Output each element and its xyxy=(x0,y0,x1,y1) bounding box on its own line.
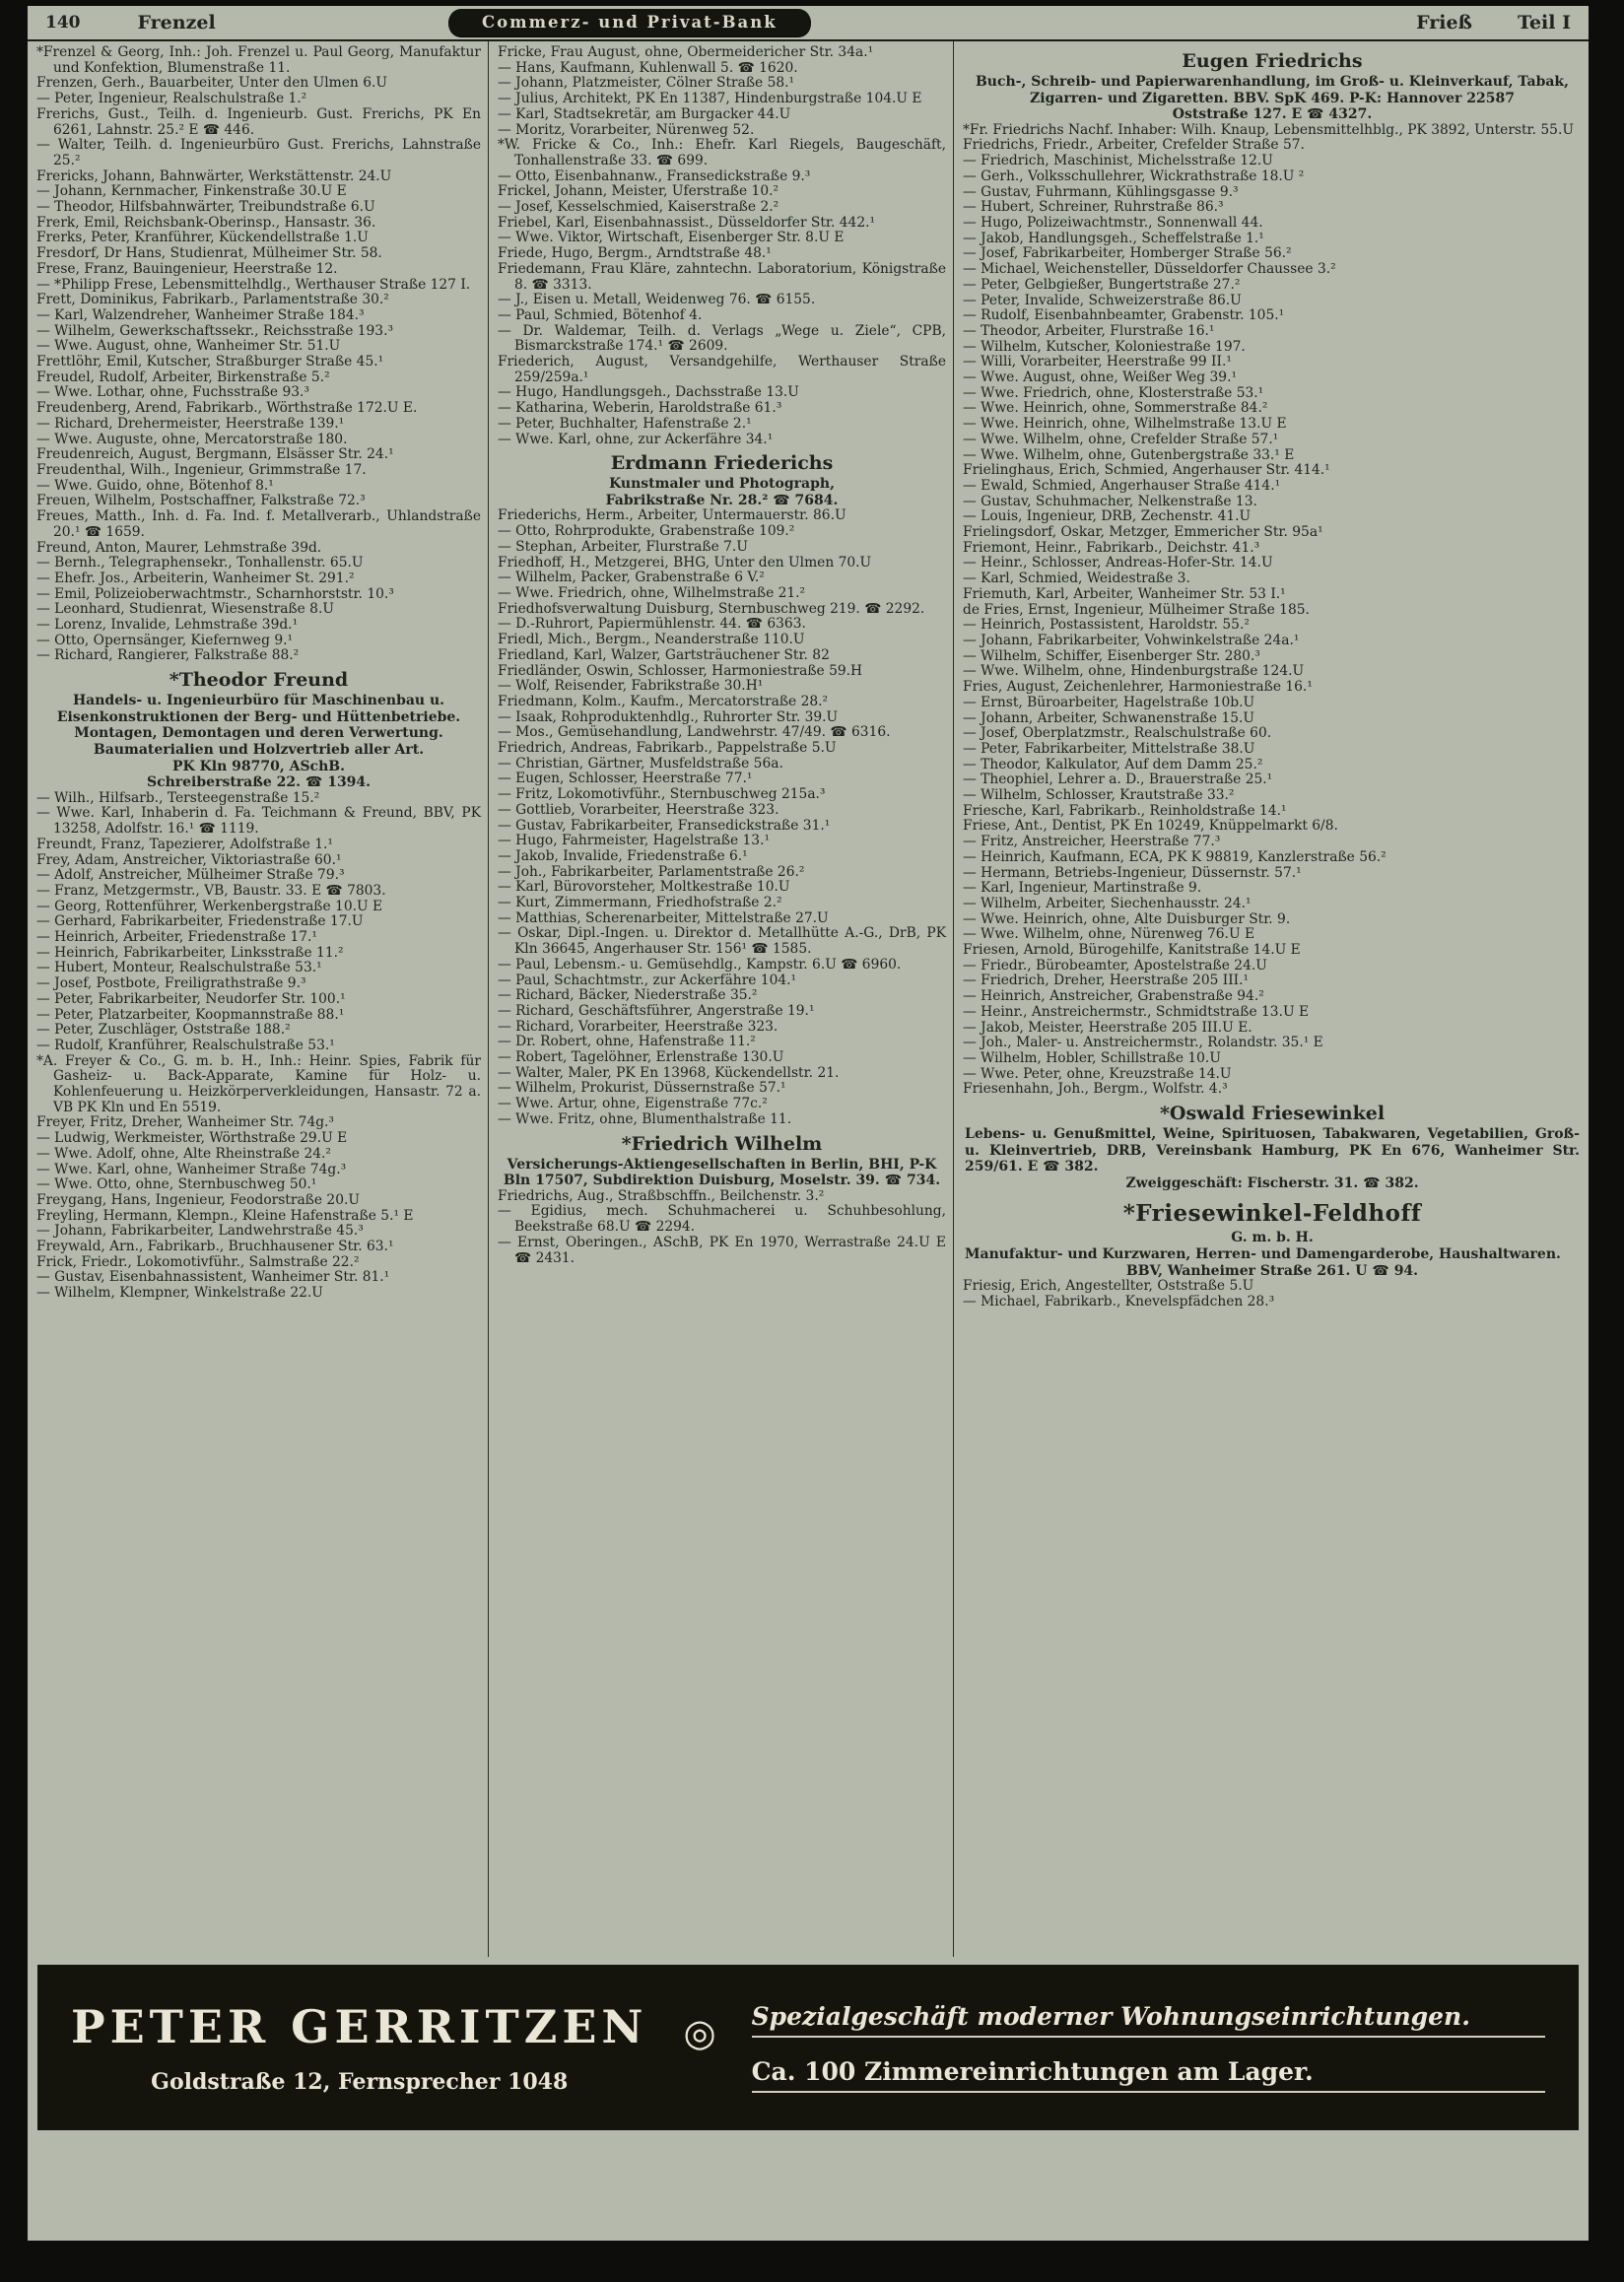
directory-entry: Freudenreich, August, Bergmann, Elsässer Str. 24.¹ xyxy=(36,446,394,463)
directory-entry: Friedemann, Frau Kläre, zahntechn. Laboratorium, Königstraße 8. ☎ 3313. xyxy=(498,260,946,293)
directory-entry: Friedrich, Andreas, Fabrikarb., Pappelstraße 5.U xyxy=(498,740,837,757)
directory-entry: — Lorenz, Invalide, Lehmstraße 39d.¹ xyxy=(36,617,299,634)
directory-entry: — Karl, Ingenieur, Martinstraße 9. xyxy=(963,880,1202,897)
directory-entry: — Wwe. Otto, ohne, Sternbuschweg 50.¹ xyxy=(36,1176,317,1193)
directory-entry: Friedländer, Oswin, Schlosser, Harmoniestraße 59.H xyxy=(498,662,863,679)
directory-entry: — Wwe. Heinrich, ohne, Wilhelmstraße 13.U E xyxy=(963,416,1287,433)
directory-entry: — Michael, Fabrikarb., Knevelspfädchen 28.³ xyxy=(963,1293,1275,1309)
directory-entry: — Richard, Drehermeister, Heerstraße 139.¹ xyxy=(36,415,345,432)
directory-entry: — Wwe. Viktor, Wirtschaft, Eisenberger Str. 8.U E xyxy=(498,230,845,246)
directory-entry: — Theodor, Hilfsbahnwärter, Treibundstraße 6.U xyxy=(36,199,375,216)
directory-column-1 xyxy=(28,41,489,1957)
directory-entry: — Wilhelm, Schlosser, Krautstraße 33.² xyxy=(963,787,1235,804)
directory-bold-text: Lebens- u. Genußmittel, Weine, Spirituosen, Tabakwaren, Vegetabilien, Groß- u. Kleinvertrieb, DRB, Vereinsbank Hamburg, PK En 676, Wanheimer Str. 259/61. E ☎ 382. xyxy=(965,1126,1580,1175)
directory-column-3 xyxy=(954,41,1589,1957)
directory-entry: — *Philipp Frese, Lebensmittelhdlg., Werthauser Straße 127 I. xyxy=(36,276,471,293)
directory-entry: — Peter, Fabrikarbeiter, Mittelstraße 38.U xyxy=(963,740,1255,757)
directory-entry: Friese, Ant., Dentist, PK En 10249, Knüppelmarkt 6/8. xyxy=(963,818,1338,835)
directory-entry: — Wwe. Karl, ohne, Wanheimer Straße 74g.³ xyxy=(36,1161,347,1177)
directory-entry: Freyer, Fritz, Dreher, Wanheimer Str. 74g.³ xyxy=(36,1114,334,1131)
directory-entry: — Gustav, Fuhrmann, Kühlingsgasse 9.³ xyxy=(963,183,1239,200)
directory-entry: — Heinr., Anstreichermstr., Schmidtstraße 13.U E xyxy=(963,1003,1310,1020)
directory-entry: Frericks, Johann, Bahnwärter, Werkstättenstr. 24.U xyxy=(36,168,392,184)
directory-entry: Frettlöhr, Emil, Kutscher, Straßburger Straße 45.¹ xyxy=(36,354,384,370)
directory-entry: — Friedrich, Dreher, Heerstraße 205 III.¹ xyxy=(963,973,1250,989)
directory-entry: *Fr. Friedrichs Nachf. Inhaber: Wilh. Knaup, Lebensmittelhblg., PK 3892, Unterstr. 55.U xyxy=(963,121,1574,138)
directory-entry: Fries, August, Zeichenlehrer, Harmoniestraße 16.¹ xyxy=(963,679,1313,696)
directory-entry: — Wwe. August, ohne, Weißer Weg 39.¹ xyxy=(963,369,1237,386)
directory-entry: Friesenhahn, Joh., Bergm., Wolfstr. 4.³ xyxy=(963,1081,1228,1098)
directory-entry: — Hugo, Polizeiwachtmstr., Sonnenwall 44. xyxy=(963,215,1263,231)
directory-entry: — Hermann, Betriebs-Ingenieur, Düssernstr. 57.¹ xyxy=(963,864,1302,881)
paper xyxy=(28,6,1589,2241)
directory-bold-text: Baumaterialien und Holzvertrieb aller Art. xyxy=(93,741,425,758)
directory-entry: *Frenzel & Georg, Inh.: Joh. Frenzel u. Paul Georg, Manufaktur und Konfektion, Blumenstraße 11. xyxy=(36,44,481,76)
directory-entry: — Wilhelm, Packer, Grabenstraße 6 V.² xyxy=(498,570,765,586)
directory-entry: — Johann, Arbeiter, Schwanenstraße 15.U xyxy=(963,709,1255,726)
directory-entry: Friesche, Karl, Fabrikarb., Reinholdstraße 14.¹ xyxy=(963,802,1287,819)
directory-entry: — Leonhard, Studienrat, Wiesenstraße 8.U xyxy=(36,601,334,618)
directory-entry: — Johann, Kernmacher, Finkenstraße 30.U E xyxy=(36,183,347,200)
directory-entry: — Friedr., Bürobeamter, Apostelstraße 24.U xyxy=(963,957,1267,973)
directory-entry: — Wwe. Karl, Inhaberin d. Fa. Teichmann & Freund, BBV, PK 13258, Adolfstr. 16.¹ ☎ 1119. xyxy=(36,805,481,838)
directory-entry: — Hubert, Schreiner, Ruhrstraße 86.³ xyxy=(963,199,1224,216)
directory-entry: — Willi, Vorarbeiter, Heerstraße 99 II.¹ xyxy=(963,354,1232,370)
directory-entry: Frey, Adam, Anstreicher, Viktoriastraße 60.¹ xyxy=(36,851,342,868)
directory-entry: — Theodor, Kalkulator, Auf dem Damm 25.² xyxy=(963,756,1263,772)
directory-entry: Freywald, Arn., Fabrikarb., Bruchhausener Str. 63.¹ xyxy=(36,1239,394,1255)
directory-entry: — Christian, Gärtner, Musfeldstraße 56a. xyxy=(498,755,783,772)
directory-entry: — Peter, Invalide, Schweizerstraße 86.U xyxy=(963,292,1242,308)
ad-slogan-line-1: Spezialgeschäft moderner Wohnungseinrichtungen. xyxy=(752,2002,1545,2038)
directory-column-2 xyxy=(489,41,954,1957)
directory-bold-text: Zweiggeschäft: Fischerstr. 31. ☎ 382. xyxy=(1125,1175,1419,1191)
directory-entry: Friesen, Arnold, Bürogehilfe, Kanitstraße 14.U E xyxy=(963,942,1301,959)
directory-entry: Freues, Matth., Inh. d. Fa. Ind. f. Metallverarb., Uhlandstraße 20.¹ ☎ 1659. xyxy=(36,508,481,540)
directory-entry: — Wwe. Lothar, ohne, Fuchsstraße 93.³ xyxy=(36,384,309,401)
directory-entry: Friedland, Karl, Walzer, Gartsträuchener Str. 82 xyxy=(498,646,830,663)
directory-entry: — Richard, Rangierer, Falkstraße 88.² xyxy=(36,647,300,664)
directory-entry: — Heinrich, Arbeiter, Friedenstraße 17.¹ xyxy=(36,929,317,946)
advertiser-address: Goldstraße 12, Fernsprecher 1048 xyxy=(151,2069,569,2095)
directory-bold-text: Buch-, Schreib- und Papierwarenhandlung, im Groß- u. Kleinverkauf, Tabak, Zigarren- und Zigaretten. BBV. SpK 469. P-K: Hannover 22587 xyxy=(975,74,1570,106)
directory-heading: Eugen Friedrichs xyxy=(1182,50,1363,72)
directory-entry: — Emil, Polizeioberwachtmstr., Scharnhorststr. 10.³ xyxy=(36,585,394,602)
directory-entry: — Wwe. Wilhelm, ohne, Crefelder Straße 57.¹ xyxy=(963,431,1279,447)
directory-bold-text: Fabrikstraße Nr. 28.² ☎ 7684. xyxy=(605,492,839,508)
directory-entry: Fricke, Frau August, ohne, Obermeidericher Str. 34a.¹ xyxy=(498,44,874,60)
directory-entry: — Gerh., Volksschullehrer, Wickrathstraße 18.U ² xyxy=(963,168,1305,184)
directory-entry: — Wwe. Peter, ohne, Kreuzstraße 14.U xyxy=(963,1065,1232,1082)
directory-entry: Friesig, Erich, Angestellter, Oststraße 5.U xyxy=(963,1278,1254,1295)
directory-bold-text: Oststraße 127. E ☎ 4327. xyxy=(1172,106,1373,123)
directory-entry: Frerks, Peter, Kranführer, Kückendellstraße 1.U xyxy=(36,230,369,246)
directory-entry: — Rudolf, Eisenbahnbeamter, Grabenstr. 105.¹ xyxy=(963,307,1285,324)
directory-bold-text: BBV, Wanheimer Straße 261. U ☎ 94. xyxy=(1125,1262,1419,1279)
directory-entry: — Kurt, Zimmermann, Friedhofstraße 2.² xyxy=(498,895,782,911)
directory-bold-text: Kunstmaler und Photograph, xyxy=(609,476,835,493)
directory-entry: — Mos., Gemüsehandlung, Landwehrstr. 47/49. ☎ 6316. xyxy=(498,724,891,741)
directory-entry: — Georg, Rottenführer, Werkenbergstraße 10.U E xyxy=(36,898,383,914)
directory-entry: — Otto, Rohrprodukte, Grabenstraße 109.² xyxy=(498,523,795,540)
directory-entry: — Josef, Fabrikarbeiter, Homberger Straße 56.² xyxy=(963,245,1292,262)
directory-entry: Friemuth, Karl, Arbeiter, Wanheimer Str. 53 I.¹ xyxy=(963,585,1286,602)
directory-entry: — Peter, Gelbgießer, Bungertstraße 27.² xyxy=(963,276,1241,293)
directory-entry: — Heinr., Schlosser, Andreas-Hofer-Str. 14.U xyxy=(963,555,1273,571)
directory-entry: — Ludwig, Werkmeister, Wörthstraße 29.U E xyxy=(36,1130,348,1147)
directory-entry: — Wwe. Artur, ohne, Eigenstraße 77c.² xyxy=(498,1096,768,1112)
directory-entry: — Walter, Maler, PK En 13968, Kückendellstr. 21. xyxy=(498,1064,840,1081)
directory-entry: — Richard, Bäcker, Niederstraße 35.² xyxy=(498,987,758,1004)
directory-entry: — Karl, Walzendreher, Wanheimer Straße 184.³ xyxy=(36,306,365,323)
directory-entry: — Matthias, Scherenarbeiter, Mittelstraße 27.U xyxy=(498,909,829,926)
directory-entry: — Fritz, Anstreicher, Heerstraße 77.³ xyxy=(963,834,1221,850)
directory-entry: Freundt, Franz, Tapezierer, Adolfstraße 1.¹ xyxy=(36,836,333,852)
directory-heading: *Oswald Friesewinkel xyxy=(1159,1103,1386,1125)
directory-entry: — Hugo, Fahrmeister, Hagelstraße 13.¹ xyxy=(498,833,771,849)
directory-entry: — Wwe. Friedrich, ohne, Wilhelmstraße 21.² xyxy=(498,584,806,601)
directory-entry: Frerk, Emil, Reichsbank-Oberinsp., Hansastr. 36. xyxy=(36,214,376,231)
directory-entry: — Wwe. Heinrich, ohne, Sommerstraße 84.² xyxy=(963,400,1268,417)
ornament-icon: ◎ xyxy=(683,2011,716,2054)
directory-entry: — Hans, Kaufmann, Kuhlenwall 5. ☎ 1620. xyxy=(498,59,798,76)
directory-entry: — Heinrich, Anstreicher, Grabenstraße 94.² xyxy=(963,988,1264,1005)
directory-entry: — Peter, Platzarbeiter, Koopmannstraße 88.¹ xyxy=(36,1006,345,1023)
directory-entry: Freudenthal, Wilh., Ingenieur, Grimmstraße 17. xyxy=(36,461,367,478)
directory-entry: Frielinghaus, Erich, Schmied, Angerhauser Str. 414.¹ xyxy=(963,462,1330,479)
directory-entry: Frese, Franz, Bauingenieur, Heerstraße 12. xyxy=(36,260,338,277)
directory-entry: — Ehefr. Jos., Arbeiterin, Wanheimer St. 291.² xyxy=(36,570,355,586)
directory-entry: — Dr. Waldemar, Teilh. d. Verlags „Wege u. Ziele“, CPB, Bismarckstraße 174.¹ ☎ 2609. xyxy=(498,322,946,355)
directory-entry: — Jakob, Invalide, Friedenstraße 6.¹ xyxy=(498,847,748,864)
directory-entry: — Wwe. Adolf, ohne, Alte Rheinstraße 24.² xyxy=(36,1145,331,1162)
directory-entry: — Egidius, mech. Schuhmacherei u. Schuhbesohlung, Beekstraße 68.U ☎ 2294. xyxy=(498,1203,946,1236)
directory-entry: — Hugo, Handlungsgeh., Dachsstraße 13.U xyxy=(498,384,799,401)
page-number: 140 xyxy=(45,13,81,33)
directory-columns xyxy=(28,39,1589,1957)
directory-entry: — Wilhelm, Hobler, Schillstraße 10.U xyxy=(963,1049,1221,1066)
directory-entry: — Fritz, Lokomotivführ., Sternbuschweg 215a.³ xyxy=(498,786,826,803)
directory-bold-text: PK Kln 98770, ASchB. xyxy=(172,758,345,774)
directory-entry: — Paul, Schachtmstr., zur Ackerfähre 104.¹ xyxy=(498,972,797,988)
directory-entry: — Wwe. Guido, ohne, Bötenhof 8.¹ xyxy=(36,477,274,494)
directory-entry: — Stephan, Arbeiter, Flurstraße 7.U xyxy=(498,538,748,555)
directory-entry: — Gustav, Schuhmacher, Nelkenstraße 13. xyxy=(963,493,1257,509)
directory-entry: Friedmann, Kolm., Kaufm., Mercatorstraße 28.² xyxy=(498,693,829,709)
advertiser-block xyxy=(71,2000,647,2095)
directory-entry: *W. Fricke & Co., Inh.: Ehefr. Karl Riegels, Baugeschäft, Tonhallenstraße 33. ☎ 699. xyxy=(498,137,946,168)
directory-entry: — Karl, Schmied, Weidestraße 3. xyxy=(963,570,1190,587)
directory-entry: — Wwe. Heinrich, ohne, Alte Duisburger Str. 9. xyxy=(963,910,1291,927)
directory-entry: — Julius, Architekt, PK En 11387, Hindenburgstraße 104.U E xyxy=(498,91,922,107)
directory-bold-text: Versicherungs-Aktiengesellschaften in Berlin, BHI, P-K Bln 17507, Subdirektion Duisburg, Moselstr. 39. ☎ 734. xyxy=(503,1156,941,1189)
directory-entry: — Wwe. Friedrich, ohne, Klosterstraße 53.¹ xyxy=(963,384,1264,401)
bank-banner: Commerz- und Privat-Bank xyxy=(448,9,811,36)
directory-entry: — Johann, Fabrikarbeiter, Vohwinkelstraße 24a.¹ xyxy=(963,632,1300,648)
directory-entry: — Wwe. Wilhelm, ohne, Gutenbergstraße 33.¹ E xyxy=(963,446,1295,463)
directory-entry: Freygang, Hans, Ingenieur, Feodorstraße 20.U xyxy=(36,1191,361,1208)
directory-heading: Erdmann Friederichs xyxy=(610,452,834,475)
directory-entry: — Peter, Ingenieur, Realschulstraße 1.² xyxy=(36,91,307,107)
directory-entry: — Peter, Buchhalter, Hafenstraße 2.¹ xyxy=(498,415,752,432)
directory-entry: de Fries, Ernst, Ingenieur, Mülheimer Straße 185. xyxy=(963,601,1310,618)
directory-entry: — Dr. Robert, ohne, Hafenstraße 11.² xyxy=(498,1034,756,1050)
directory-entry: Freyling, Hermann, Klempn., Kleine Hafenstraße 5.¹ E xyxy=(36,1207,414,1224)
directory-entry: Friebel, Karl, Eisenbahnassist., Düsseldorfer Str. 442.¹ xyxy=(498,214,876,231)
directory-entry: — Heinrich, Postassistent, Haroldstr. 55.² xyxy=(963,617,1250,634)
directory-entry: — Wilhelm, Gewerkschaftssekr., Reichsstraße 193.³ xyxy=(36,322,393,339)
part-label: Teil I xyxy=(1518,12,1571,34)
directory-entry: — Joh., Maler- u. Anstreichermstr., Rolandstr. 35.¹ E xyxy=(963,1035,1323,1051)
directory-entry: — Theophiel, Lehrer a. D., Brauerstraße 25.¹ xyxy=(963,772,1273,788)
directory-entry: — Wilh., Hilfsarb., Tersteegenstraße 15.² xyxy=(36,789,320,806)
directory-entry: — Jakob, Handlungsgeh., Scheffelstraße 1.¹ xyxy=(963,230,1264,246)
catchword-left: Frenzel xyxy=(137,12,216,34)
directory-entry: Frickel, Johann, Meister, Uferstraße 10.² xyxy=(498,183,779,200)
directory-entry: — Josef, Postbote, Freiligrathstraße 9.³ xyxy=(36,975,306,992)
ad-slogans xyxy=(752,2002,1545,2093)
directory-entry: Freudel, Rudolf, Arbeiter, Birkenstraße 5.² xyxy=(36,369,330,385)
directory-entry: — Michael, Weichensteller, Düsseldorfer Chaussee 3.² xyxy=(963,261,1336,278)
directory-entry: — Walter, Teilh. d. Ingenieurbüro Gust. Frerichs, Lahnstraße 25.² xyxy=(36,137,481,168)
directory-entry: — Heinrich, Kaufmann, ECA, PK K 98819, Kanzlerstraße 56.² xyxy=(963,848,1387,865)
directory-bold-text: Handels- u. Ingenieurbüro für Maschinenbau u. Eisenkonstruktionen der Berg- und Hüttenbetriebe. Montagen, Demontagen und deren Verwertung. xyxy=(56,693,461,742)
directory-entry: — Ernst, Oberingen., ASchB, PK En 1970, Werrastraße 24.U E ☎ 2431. xyxy=(498,1234,946,1266)
directory-bold-text: G. m. b. H. xyxy=(1231,1230,1314,1246)
advertiser-name: PETER GERRITZEN xyxy=(71,2000,648,2053)
catchword-right: Frieß xyxy=(1416,12,1472,34)
directory-entry: — Wilhelm, Kutscher, Koloniestraße 197. xyxy=(963,338,1246,355)
directory-entry: — Jakob, Meister, Heerstraße 205 III.U E. xyxy=(963,1019,1252,1036)
directory-entry: Friedhofsverwaltung Duisburg, Sternbuschweg 219. ☎ 2292. xyxy=(498,600,925,617)
directory-entry: — Heinrich, Fabrikarbeiter, Linksstraße 11.² xyxy=(36,944,344,961)
directory-entry: — Theodor, Arbeiter, Flurstraße 16.¹ xyxy=(963,322,1215,339)
directory-heading: *Friesewinkel-Feldhoff xyxy=(1122,1200,1422,1228)
directory-entry: — Paul, Schmied, Bötenhof 4. xyxy=(498,306,703,323)
directory-entry: — Wilhelm, Klempner, Winkelstraße 22.U xyxy=(36,1285,323,1302)
directory-entry: — Gerhard, Fabrikarbeiter, Friedenstraße 17.U xyxy=(36,913,364,930)
directory-entry: — Peter, Zuschläger, Oststraße 188.² xyxy=(36,1022,291,1039)
directory-entry: — Isaak, Rohproduktenhdlg., Ruhrorter Str. 39.U xyxy=(498,708,839,725)
directory-entry: — Peter, Fabrikarbeiter, Neudorfer Str. 100.¹ xyxy=(36,990,346,1007)
directory-entry: Freund, Anton, Maurer, Lehmstraße 39d. xyxy=(36,539,322,556)
directory-entry: Friedhoff, H., Metzgerei, BHG, Unter den Ulmen 70.U xyxy=(498,554,872,570)
directory-entry: *A. Freyer & Co., G. m. b. H., Inh.: Heinr. Spies, Fabrik für Gasheiz- u. Back-Apparate, Kamine für Holz- u. Kohlenfeuerung u. Heizkörperverkleidungen, Hansastr. 72 a. VB PK Kln und En 5519. xyxy=(36,1052,481,1115)
directory-entry: — Wwe. Fritz, ohne, Blumenthalstraße 11. xyxy=(498,1110,792,1127)
directory-entry: — Paul, Lebensm.- u. Gemüsehdlg., Kampstr. 6.U ☎ 6960. xyxy=(498,956,902,973)
directory-entry: — Gustav, Eisenbahnassistent, Wanheimer Str. 81.¹ xyxy=(36,1269,390,1286)
directory-entry: — Rudolf, Kranführer, Realschulstraße 53.¹ xyxy=(36,1037,335,1053)
directory-entry: — Robert, Tagelöhner, Erlenstraße 130.U xyxy=(498,1049,784,1066)
directory-entry: — Eugen, Schlosser, Heerstraße 77.¹ xyxy=(498,771,753,787)
directory-entry: — Otto, Opernsänger, Kiefernweg 9.¹ xyxy=(36,632,294,648)
directory-entry: Frerichs, Gust., Teilh. d. Ingenieurb. Gust. Frerichs, PK En 6261, Lahnstr. 25.² E ☎ 446. xyxy=(36,105,481,138)
directory-entry: Frenzen, Gerh., Bauarbeiter, Unter den Ulmen 6.U xyxy=(36,75,387,92)
directory-entry: Frick, Friedr., Lokomotivführ., Salmstraße 22.² xyxy=(36,1253,360,1270)
directory-entry: — Wwe. Wilhelm, ohne, Nürenweg 76.U E xyxy=(963,926,1255,943)
page-header xyxy=(28,6,1589,39)
directory-entry: — Wolf, Reisender, Fabrikstraße 30.H¹ xyxy=(498,678,764,695)
directory-entry: — Johann, Fabrikarbeiter, Landwehrstraße 45.³ xyxy=(36,1223,364,1240)
directory-entry: Freudenberg, Arend, Fabrikarb., Wörthstraße 172.U E. xyxy=(36,400,418,417)
directory-entry: — Richard, Vorarbeiter, Heerstraße 323. xyxy=(498,1018,778,1035)
directory-heading: *Theodor Freund xyxy=(169,669,349,692)
directory-entry: — Wwe. August, ohne, Wanheimer Str. 51.U xyxy=(36,338,341,355)
directory-entry: — Wwe. Wilhelm, ohne, Hindenburgstraße 124.U xyxy=(963,663,1305,680)
directory-entry: — Oskar, Dipl.-Ingen. u. Direktor d. Metallhütte A.-G., DrB, PK Kln 36645, Angerhauser Str. 156¹ ☎ 1585. xyxy=(498,925,946,958)
directory-entry: Frett, Dominikus, Fabrikarb., Parlamentstraße 30.² xyxy=(36,292,389,308)
directory-entry: — Louis, Ingenieur, DRB, Zechenstr. 41.U xyxy=(963,508,1252,525)
directory-entry: — Moritz, Vorarbeiter, Nürenweg 52. xyxy=(498,121,755,138)
directory-entry: — Karl, Bürovorsteher, Moltkestraße 10.U xyxy=(498,879,790,896)
directory-entry: — Ernst, Büroarbeiter, Hagelstraße 10b.U xyxy=(963,694,1255,710)
directory-entry: — Wwe. Auguste, ohne, Mercatorstraße 180. xyxy=(36,431,348,447)
ad-slogan-line-2: Ca. 100 Zimmereinrichtungen am Lager. xyxy=(752,2057,1545,2093)
directory-entry: Friede, Hugo, Bergm., Arndtstraße 48.¹ xyxy=(498,245,772,262)
directory-entry: — J., Eisen u. Metall, Weidenweg 76. ☎ 6155. xyxy=(498,292,816,308)
directory-entry: Friemont, Heinr., Fabrikarb., Deichstr. 41.³ xyxy=(963,539,1260,556)
directory-bold-text: Schreiberstraße 22. ☎ 1394. xyxy=(146,774,372,791)
directory-entry: — Josef, Kesselschmied, Kaiserstraße 2.² xyxy=(498,199,779,216)
directory-entry: Friederichs, Herm., Arbeiter, Untermauerstr. 86.U xyxy=(498,507,846,524)
directory-entry: — Josef, Oberplatzmstr., Realschulstraße 60. xyxy=(963,725,1272,742)
directory-entry: — Karl, Stadtsekretär, am Burgacker 44.U xyxy=(498,105,791,122)
directory-entry: — Wilhelm, Arbeiter, Siechenhausstr. 24.¹ xyxy=(963,895,1252,911)
directory-entry: — Otto, Eisenbahnanw., Fransedickstraße 9.³ xyxy=(498,168,811,184)
directory-entry: — Wwe. Karl, ohne, zur Ackerfähre 34.¹ xyxy=(498,431,774,447)
directory-entry: — Adolf, Anstreicher, Mülheimer Straße 79.³ xyxy=(36,867,345,884)
directory-entry: — Wilhelm, Prokurist, Düssernstraße 57.¹ xyxy=(498,1080,786,1097)
directory-entry: — Friedrich, Maschinist, Michelsstraße 12.U xyxy=(963,153,1273,169)
directory-bold-text: Manufaktur- und Kurzwaren, Herren- und Damengarderobe, Haushaltwaren. xyxy=(965,1246,1561,1263)
directory-entry: — Richard, Geschäftsführer, Angerstraße 19.¹ xyxy=(498,1002,815,1019)
directory-entry: — Franz, Metzgermstr., VB, Baustr. 33. E ☎ 7803. xyxy=(36,882,386,899)
directory-entry: Friederich, August, Versandgehilfe, Werthauser Straße 259/259a.¹ xyxy=(498,354,946,385)
directory-entry: — Gustav, Fabrikarbeiter, Fransedickstraße 31.¹ xyxy=(498,817,831,834)
directory-entry: — D.-Ruhrort, Papiermühlenstr. 44. ☎ 6363. xyxy=(498,616,806,633)
directory-entry: Freuen, Wilhelm, Postschaffner, Falkstraße 72.³ xyxy=(36,493,366,509)
directory-entry: — Gottlieb, Vorarbeiter, Heerstraße 323. xyxy=(498,801,779,818)
advertisement xyxy=(37,1965,1579,2130)
directory-entry: Friedrichs, Aug., Straßbschffn., Beilchenstr. 3.² xyxy=(498,1187,825,1204)
directory-entry: — Bernh., Telegraphensekr., Tonhallenstr. 65.U xyxy=(36,555,364,571)
directory-heading: *Friedrich Wilhelm xyxy=(621,1132,823,1155)
directory-entry: — Ewald, Schmied, Angerhauser Straße 414.¹ xyxy=(963,477,1281,494)
directory-entry: Fresdorf, Dr Hans, Studienrat, Mülheimer Str. 58. xyxy=(36,245,382,262)
directory-entry: — Joh., Fabrikarbeiter, Parlamentstraße 26.² xyxy=(498,863,805,880)
directory-entry: Friedl, Mich., Bergm., Neanderstraße 110.U xyxy=(498,632,805,648)
directory-entry: — Hubert, Monteur, Realschulstraße 53.¹ xyxy=(36,960,322,976)
directory-entry: Frielingsdorf, Oskar, Metzger, Emmericher Str. 95a¹ xyxy=(963,524,1323,541)
directory-entry: — Katharina, Weberin, Haroldstraße 61.³ xyxy=(498,400,782,417)
directory-entry: Friedrichs, Friedr., Arbeiter, Crefelder Straße 57. xyxy=(963,137,1305,154)
directory-entry: — Johann, Platzmeister, Cölner Straße 58.¹ xyxy=(498,75,795,92)
directory-entry: — Wilhelm, Schiffer, Eisenberger Str. 280.³ xyxy=(963,647,1260,664)
